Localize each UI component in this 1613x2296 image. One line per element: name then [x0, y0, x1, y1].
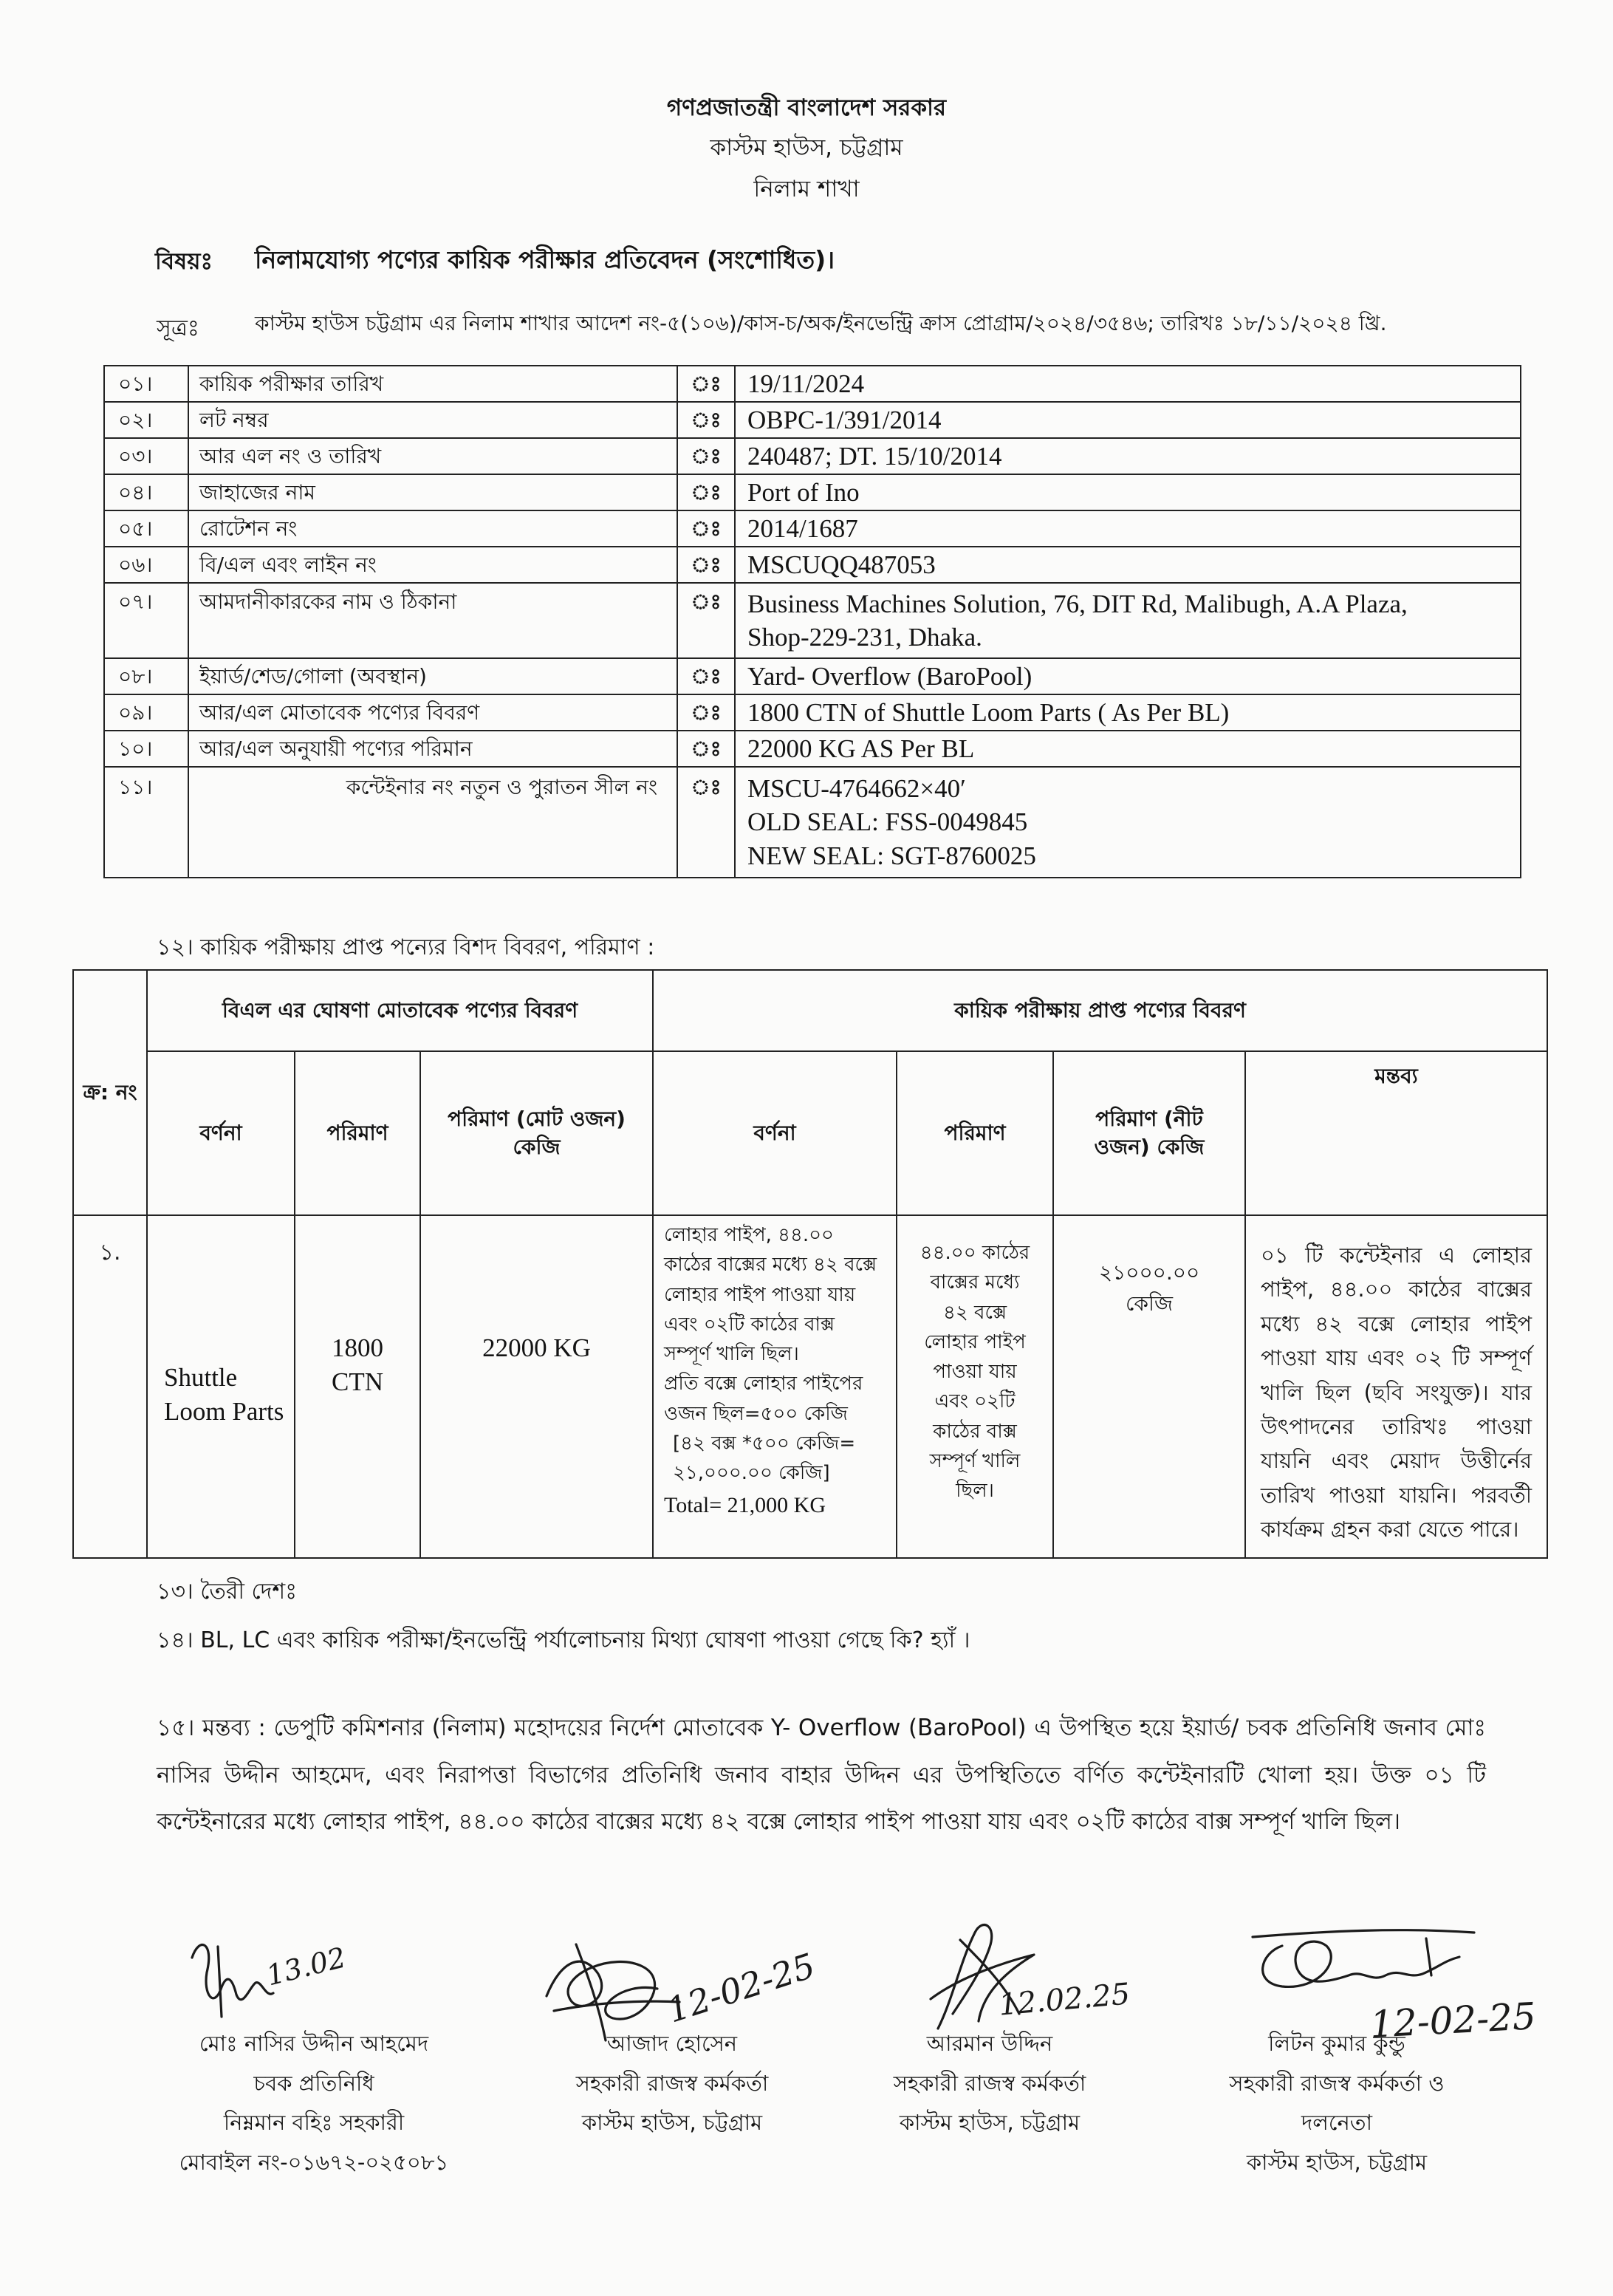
- header-office: কাস্টম হাউস, চট্টগ্রাম: [710, 134, 903, 161]
- field-label: ইয়ার্ড/শেড/গোলা (অবস্থান): [188, 658, 677, 694]
- row-net-weight: ২১০০০.০০ কেজি: [1053, 1215, 1245, 1558]
- row-gross-weight: 22000 KG: [420, 1215, 653, 1558]
- info-row: [104, 767, 1521, 878]
- signatory-designation: চবক প্রতিনিধি: [253, 2070, 374, 2096]
- header-description: বর্ণনা: [147, 1051, 295, 1215]
- signatory-designation: সহকারী রাজস্ব কর্মকর্তা: [575, 2070, 769, 2096]
- signatory-name: আরমান উদ্দিন: [926, 2031, 1053, 2056]
- subject-text: নিলামযোগ্য পণ্যের কায়িক পরীক্ষার প্রতিবেদন (সংশোধিত)।: [255, 245, 835, 274]
- row-number: ০৭।: [104, 583, 188, 658]
- reference-label: সূত্রঃ: [157, 315, 199, 341]
- info-row: [104, 510, 1521, 547]
- signatory-name: মোঃ নাসির উদ্দীন আহমেদ: [199, 2031, 429, 2056]
- row-number: ০২।: [104, 402, 188, 438]
- signature-2-date: 12-02-25: [662, 1945, 820, 2031]
- row-number: ০৮।: [104, 658, 188, 694]
- row-number: ০৩।: [104, 438, 188, 474]
- weight-calculation: [৪২ বক্স *৫০০ কেজি= ২১,০০০.০০ কেজি]: [673, 1432, 856, 1485]
- field-label: আর এল নং ও তারিখ: [188, 438, 677, 474]
- separator: ঃ: [677, 658, 735, 694]
- header-bl-description: বিএল এর ঘোষণা মোতাবেক পণ্যের বিবরণ: [147, 970, 653, 1051]
- separator: ঃ: [677, 438, 735, 474]
- field-label: কন্টেইনার নং নতুন ও পুরাতন সীল নং: [188, 767, 677, 878]
- info-row: [104, 547, 1521, 583]
- row-remark: ০১ টি কন্টেইনার এ লোহার পাইপ, ৪৪.০০ কাঠের বাক্সের মধ্যে ৪২ বক্সে লোহার পাইপ পাওয়া যায় এবং ০২ টি সম্পূর্ণ খালি ছিল (ছবি সংযুক্ত)। যার উৎপাদনের তারিখঃ পাওয়া যায়নি এবং মেয়াদ উত্তীর্নের তারিখ পাওয়া যায়নি। পরবর্তী কার্যক্রম গ্রহন করা যেতে পারে।: [1245, 1215, 1547, 1558]
- section-12-title: ১২। কায়িক পরীক্ষায় প্রাপ্ত পন্যের বিশদ বিবরণ, পরিমাণ :: [157, 935, 655, 960]
- separator: ঃ: [677, 767, 735, 878]
- field-value: 22000 KG AS Per BL: [735, 731, 1521, 767]
- row-number: ১০।: [104, 731, 188, 767]
- info-row: [104, 438, 1521, 474]
- info-row: [104, 583, 1521, 658]
- total-weight: Total= 21,000 KG: [664, 1492, 826, 1517]
- signatory-office: কাস্টম হাউস, চট্টগ্রাম: [1246, 2149, 1428, 2175]
- reference-text: কাস্টম হাউস চট্টগ্রাম এর নিলাম শাখার আদেশ নং-৫(১০৬)/কাস-চ/অক/ইনভেন্ট্রি ক্রাস প্রোগ্রাম/২০২৪/৩৫৪৬; তারিখঃ ১৮/১১/২০২৪ খ্রি.: [255, 311, 1387, 335]
- header-remark: মন্তব্য: [1245, 1051, 1547, 1215]
- field-value: MSCUQQ487053: [735, 547, 1521, 583]
- field-label: বি/এল এবং লাইন নং: [188, 547, 677, 583]
- row-number: ০১।: [104, 366, 188, 402]
- row-number: ০৯।: [104, 694, 188, 731]
- field-value: Port of Ino: [735, 474, 1521, 510]
- signatory-office: কাস্টম হাউস, চট্টগ্রাম: [899, 2110, 1081, 2136]
- field-value: 240487; DT. 15/10/2014: [735, 438, 1521, 474]
- old-seal: OLD SEAL: FSS-0049845: [747, 807, 1028, 837]
- field-label: জাহাজের নাম: [188, 474, 677, 510]
- importer-address-line1: Business Machines Solution, 76, DIT Rd, Malibugh, A.A Plaza,: [747, 589, 1408, 618]
- separator: ঃ: [677, 510, 735, 547]
- new-seal: NEW SEAL: SGT-8760025: [747, 841, 1036, 870]
- importer-address-line2: Shop-229-231, Dhaka.: [747, 623, 982, 652]
- separator: ঃ: [677, 547, 735, 583]
- signatory-designation: সহকারী রাজস্ব কর্মকর্তা: [893, 2070, 1086, 2096]
- found-description-text: লোহার পাইপ, ৪৪.০০ কাঠের বাক্সের মধ্যে ৪২ বক্সে লোহার পাইপ পাওয়া যায় এবং ০২টি কাঠের বাক্স সম্পূর্ণ খালি ছিল।: [664, 1224, 877, 1366]
- field-label: আর/এল অনুযায়ী পণ্যের পরিমান: [188, 731, 677, 767]
- header-gross-weight: পরিমাণ (মোট ওজন) কেজি: [420, 1051, 653, 1215]
- row-number: ০৬।: [104, 547, 188, 583]
- row-found-quantity: ৪৪.০০ কাঠের বাক্সের মধ্যে ৪২ বক্সে লোহার পাইপ পাওয়া যায় এবং ০২টি কাঠের বাক্স সম্পূর্ণ খালি ছিল।: [897, 1215, 1053, 1558]
- field-value: Yard- Overflow (BaroPool): [735, 658, 1521, 694]
- signatory-2: [510, 2024, 835, 2143]
- signature-3-date: 12.02.25: [997, 1977, 1131, 2023]
- header-quantity: পরিমাণ: [295, 1051, 420, 1215]
- field-value: 2014/1687: [735, 510, 1521, 547]
- field-value: [735, 767, 1521, 878]
- signatory-1: [133, 2024, 495, 2183]
- info-row: [104, 658, 1521, 694]
- subject-label: বিষয়ঃ: [155, 248, 213, 275]
- row-number: ০৫।: [104, 510, 188, 547]
- field-value: [735, 583, 1521, 658]
- signature-1-date: 13.02: [263, 1941, 349, 1992]
- field-label: আর/এল মোতাবেক পণ্যের বিবরণ: [188, 694, 677, 731]
- row-number: ১১।: [104, 767, 188, 878]
- box-weight-text: প্রতি বক্সে লোহার পাইপের ওজন ছিল=৫০০ কেজি: [664, 1373, 863, 1425]
- signatory-office: কাস্টম হাউস, চট্টগ্রাম: [581, 2110, 763, 2136]
- field-value: OBPC-1/391/2014: [735, 402, 1521, 438]
- signatory-mobile: মোবাইল নং-০১৬৭২-০২৫০৮১: [179, 2149, 449, 2175]
- field-label: কায়িক পরীক্ষার তারিখ: [188, 366, 677, 402]
- field-value: 19/11/2024: [735, 366, 1521, 402]
- row-description: Shuttle Loom Parts: [147, 1215, 295, 1558]
- info-row: [104, 366, 1521, 402]
- header-found-description: বর্ণনা: [653, 1051, 897, 1215]
- header-physical-description: কায়িক পরীক্ষায় প্রাপ্ত পণ্যের বিবরণ: [653, 970, 1547, 1051]
- info-row: [104, 474, 1521, 510]
- container-number: MSCU-4764662×40′: [747, 773, 966, 803]
- signature-4-scrawl: [1238, 1916, 1489, 2005]
- signatory-post: নিম্নমান বহিঃ সহকারী: [223, 2110, 405, 2136]
- header-section: নিলাম শাখা: [753, 176, 860, 202]
- item-13-country: ১৩। তৈরী দেশঃ: [157, 1579, 298, 1605]
- field-label: লট নম্বর: [188, 402, 677, 438]
- info-row: [104, 694, 1521, 731]
- signatory-name: আজাদ হোসেন: [606, 2031, 738, 2056]
- info-row: [104, 402, 1521, 438]
- physical-examination-table: [72, 969, 1548, 1559]
- signatory-name: লিটন কুমার কুন্ডু: [1268, 2031, 1405, 2056]
- separator: ঃ: [677, 694, 735, 731]
- signature-3-scrawl: [908, 1910, 1049, 2043]
- separator: ঃ: [677, 402, 735, 438]
- signatory-4: [1174, 2024, 1499, 2183]
- lot-info-table: [103, 365, 1521, 878]
- signatory-3: [827, 2024, 1152, 2143]
- separator: ঃ: [677, 731, 735, 767]
- separator: ঃ: [677, 366, 735, 402]
- item-15-remark: ১৫। মন্তব্য : ডেপুটি কমিশনার (নিলাম) মহোদয়ের নির্দেশ মোতাবেক Y- Overflow (BaroPool) এ উপস্থিত হয়ে ইয়ার্ড/ চবক প্রতিনিধি জনাব মোঃ নাসির উদ্দীন আহমেদ, এবং নিরাপত্তা বিভাগের প্রতিনিধি জনাব বাহার উদ্দিন এর উপস্থিতিতে বর্ণিত কন্টেইনারটি খোলা হয়। উক্ত ০১ টি কন্টেইনারের মধ্যে লোহার পাইপ, ৪৪.০০ কাঠের বাক্সের মধ্যে ৪২ বক্সে লোহার পাইপ পাওয়া যায় এবং ০২টি কাঠের বাক্স সম্পূর্ণ খালি ছিল।: [157, 1715, 1486, 1836]
- row-found-description: [653, 1215, 897, 1558]
- header-serial: ক্র: নং: [73, 970, 147, 1215]
- signatory-role: দলনেতা: [1301, 2110, 1372, 2136]
- separator: ঃ: [677, 474, 735, 510]
- signature-4-date: 12-02-25: [1369, 1995, 1538, 2046]
- separator: ঃ: [677, 583, 735, 658]
- field-label: আমদানীকারকের নাম ও ঠিকানা: [188, 583, 677, 658]
- field-value: 1800 CTN of Shuttle Loom Parts ( As Per BL): [735, 694, 1521, 731]
- info-row: [104, 731, 1521, 767]
- row-serial: ১.: [73, 1215, 147, 1558]
- signatory-designation: সহকারী রাজস্ব কর্মকর্তা ও: [1229, 2070, 1445, 2096]
- field-label: রোটেশন নং: [188, 510, 677, 547]
- row-quantity: 1800 CTN: [295, 1215, 420, 1558]
- header-found-quantity: পরিমাণ: [897, 1051, 1053, 1215]
- row-number: ০৪।: [104, 474, 188, 510]
- header-net-weight: পরিমাণ (নীট ওজন) কেজি: [1053, 1051, 1245, 1215]
- item-14-false-declaration: ১৪। BL, LC এবং কায়িক পরীক্ষা/ইনভেন্ট্রি পর্যালোচনায় মিথ্যা ঘোষণা পাওয়া গেছে কি? হ্যাঁ ।: [157, 1627, 970, 1653]
- header-government: গণপ্রজাতন্ত্রী বাংলাদেশ সরকার: [666, 95, 947, 121]
